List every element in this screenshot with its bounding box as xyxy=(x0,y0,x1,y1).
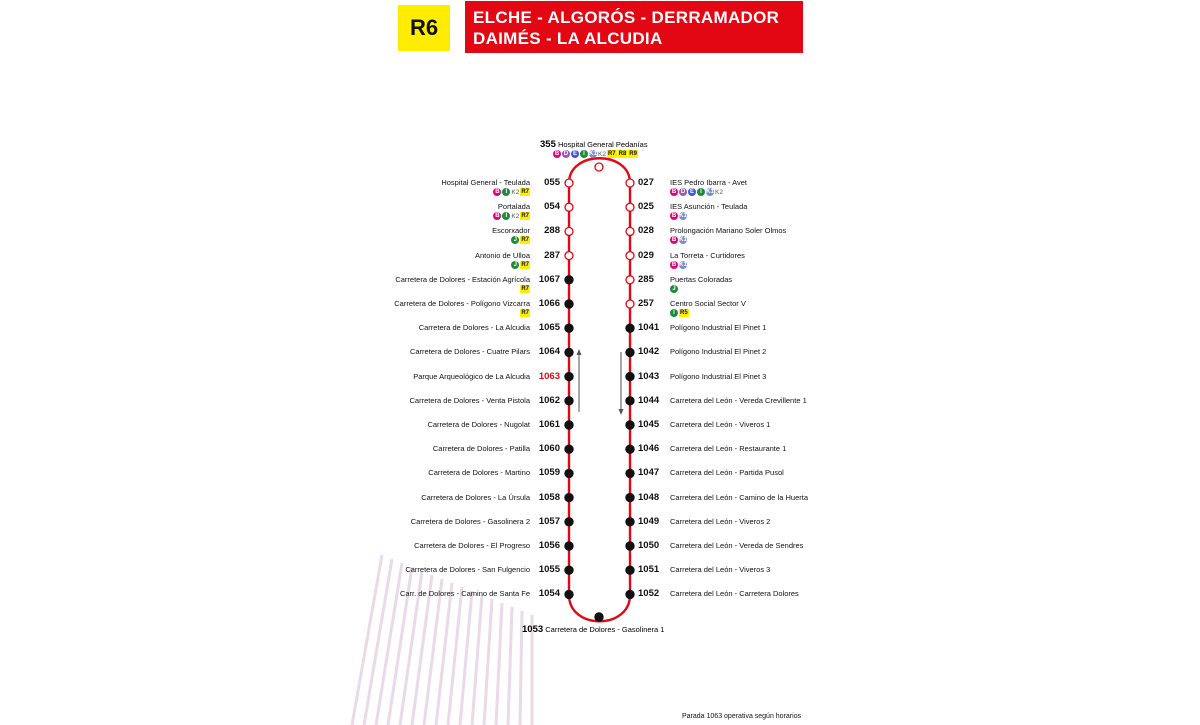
stop-lines xyxy=(520,309,530,317)
stop-dot xyxy=(626,445,634,453)
stop-number: 1067 xyxy=(538,273,560,285)
stop-dot xyxy=(626,566,634,574)
stop-dot xyxy=(626,542,634,550)
stop-number: 1056 xyxy=(538,540,560,551)
stop-name: Puertas Coloradas xyxy=(670,274,733,284)
stop-dot xyxy=(626,227,634,235)
stop-right[interactable] xyxy=(638,492,823,512)
stop-dot xyxy=(565,445,573,453)
stop-lines xyxy=(670,261,687,269)
top-stop-lines xyxy=(553,150,638,158)
stop-name: IES Asunción - Teulada xyxy=(670,202,748,212)
line-chip-r5: R5 xyxy=(680,310,688,316)
stop-number: 055 xyxy=(544,177,560,188)
stop-number: 1054 xyxy=(538,588,560,600)
line-chip-k1: K1 xyxy=(679,213,687,220)
stop-dot xyxy=(565,590,573,598)
stop-number: 1046 xyxy=(638,443,660,455)
stop-left[interactable] xyxy=(380,419,560,439)
stop-lines xyxy=(511,261,530,269)
stop-lines xyxy=(670,236,687,244)
stop-top[interactable] xyxy=(540,139,648,150)
stop-number: 288 xyxy=(544,225,560,237)
stop-number: 1062 xyxy=(538,394,560,406)
stop-number: 355 xyxy=(540,139,556,150)
up-arrow-head xyxy=(577,349,582,355)
stop-name: Polígono Industrial El Pinet 1 xyxy=(670,323,767,333)
stop-right[interactable] xyxy=(638,201,823,221)
stop-number: 1053 xyxy=(522,624,544,635)
route-badge: R6 xyxy=(398,5,450,51)
line-chip-b: B xyxy=(495,213,500,220)
stop-number: 1055 xyxy=(538,564,560,576)
stop-dot xyxy=(626,348,634,356)
stop-lines xyxy=(493,212,530,220)
line-chip-r7: R7 xyxy=(521,213,529,220)
stop-dot xyxy=(626,469,634,477)
stop-left[interactable] xyxy=(380,177,560,197)
stop-name: Carretera de Dolores - Estación Agrícola xyxy=(395,274,530,284)
stop-name: Polígono Industrial El Pinet 2 xyxy=(670,347,767,357)
line-chip-e: E xyxy=(572,151,577,157)
stop-name: Carretera de Dolores - Polígono Vizcarra xyxy=(394,299,530,308)
decorative-stripe xyxy=(472,595,482,725)
stop-number: 1064 xyxy=(538,346,560,358)
stop-lines xyxy=(511,236,530,244)
stop-name: Carretera del León - Viveros 3 xyxy=(670,565,771,575)
stop-name: Carretera del León - Carretera Dolores xyxy=(670,589,799,599)
stop-name: Prolongación Mariano Soler Olmos xyxy=(670,226,787,236)
stop-dot xyxy=(626,324,634,332)
line-chip-e: E xyxy=(689,189,694,195)
stop-left[interactable] xyxy=(380,540,560,560)
stop-name: Polígono Industrial El Pinet 3 xyxy=(670,371,767,381)
line-chip-r9: R9 xyxy=(629,151,637,157)
line-chip-r7: R7 xyxy=(521,261,529,268)
stop-left[interactable] xyxy=(380,564,560,584)
stop-lines xyxy=(493,188,530,196)
stop-name: Hospital General Pedanías xyxy=(557,140,648,149)
line-chip-b: B xyxy=(554,151,560,157)
stop-dot xyxy=(626,203,634,211)
stop-bottom[interactable] xyxy=(522,624,664,635)
stop-right[interactable] xyxy=(638,588,823,608)
stop-number: 1049 xyxy=(638,515,660,527)
stop-dot xyxy=(565,300,573,308)
stop-right[interactable] xyxy=(638,298,823,318)
stop-dot xyxy=(565,276,573,284)
stop-name: Carretera de Dolores - San Fulgencio xyxy=(405,565,530,575)
stop-number: 1066 xyxy=(538,298,560,309)
route-title-line1: ELCHE - ALGORÓS - DERRAMADOR xyxy=(473,8,780,27)
stop-number: 054 xyxy=(544,201,560,213)
line-chip-r7: R7 xyxy=(521,310,529,316)
stop-number: 1042 xyxy=(638,346,660,358)
line-chip-i: I xyxy=(670,309,678,317)
line-chip-r7: R7 xyxy=(521,189,529,195)
stop-left[interactable] xyxy=(380,516,560,536)
stop-right[interactable] xyxy=(638,395,823,415)
stop-name: Carretera del León - Viveros 2 xyxy=(670,516,771,526)
stop-right[interactable] xyxy=(638,516,823,536)
stop-number: 1044 xyxy=(638,394,660,406)
stop-right[interactable] xyxy=(638,274,823,294)
stop-right[interactable] xyxy=(638,540,823,560)
stop-number: 029 xyxy=(638,249,654,261)
stop-name: Carretera de Dolores - Nugolat xyxy=(427,420,530,429)
stop-dot xyxy=(565,203,573,211)
down-arrow-head xyxy=(619,409,624,415)
line-chip-k1: K1 xyxy=(679,237,687,244)
line-chip-b: B xyxy=(671,213,677,220)
decorative-stripe xyxy=(496,603,502,725)
line-chip-k2: K2 xyxy=(511,188,520,196)
stop-name: Carretera del León - Vereda de Sendres xyxy=(670,541,804,550)
stop-number: 287 xyxy=(544,249,560,261)
stop-dot xyxy=(565,179,573,187)
stop-left[interactable] xyxy=(380,225,560,245)
stop-right[interactable] xyxy=(638,371,823,391)
stop-number: 1058 xyxy=(538,491,560,503)
footnote: Parada 1063 operativa según horarios xyxy=(682,713,802,720)
stop-number: 027 xyxy=(638,177,654,188)
stop-left[interactable] xyxy=(380,250,560,270)
line-chip-r8: R8 xyxy=(618,151,627,157)
stop-name: Carretera de Dolores - Martino xyxy=(428,468,530,478)
stop-name: Parque Arqueológico de La Alcudia xyxy=(413,371,530,381)
stop-dot xyxy=(565,227,573,235)
stop-name: Carretera de Dolores - Venta Pistola xyxy=(409,395,530,405)
stop-dot xyxy=(565,348,573,356)
line-chip-b: B xyxy=(671,261,677,268)
stop-number: 1048 xyxy=(638,491,660,503)
stop-dot xyxy=(626,590,634,598)
stop-dot xyxy=(626,179,634,187)
stop-dot xyxy=(565,397,573,405)
stop-lines xyxy=(520,285,530,293)
line-chip-i: I xyxy=(502,188,510,196)
stop-name: Carretera de Dolores - Patilla xyxy=(432,444,530,454)
line-chip-i: I xyxy=(580,150,588,158)
stop-number: 1057 xyxy=(538,515,560,527)
stop-left[interactable] xyxy=(380,274,560,294)
stop-name: Carretera de Dolores - Gasolinera 1 xyxy=(545,625,665,634)
stop-number: 1041 xyxy=(638,322,660,334)
stop-right[interactable] xyxy=(638,419,823,439)
stop-left[interactable] xyxy=(380,395,560,415)
stop-dot xyxy=(565,518,573,526)
line-chip-r7: R7 xyxy=(521,237,529,244)
stop-name: Carretera de Dolores - La Úrsula xyxy=(421,492,530,502)
stop-number: 1045 xyxy=(638,419,660,430)
stop-name: Antonio de Ulloa xyxy=(474,250,530,260)
line-chip-k2: K2 xyxy=(598,150,606,158)
stop-number: 1059 xyxy=(538,467,560,479)
stop-right[interactable] xyxy=(638,564,823,584)
stop-left[interactable] xyxy=(380,346,560,366)
line-chip-b: B xyxy=(495,189,500,195)
stop-dot xyxy=(565,421,573,429)
stop-name: Carretera del León - Viveros 1 xyxy=(670,420,771,429)
stop-lines xyxy=(670,188,723,196)
decorative-stripe xyxy=(376,563,402,725)
stop-name: Carretera del León - Restaurante 1 xyxy=(670,444,787,454)
line-chip-r7: R7 xyxy=(607,151,616,157)
line-chip-k1: K1 xyxy=(589,151,597,157)
line-chip-j: J xyxy=(670,285,678,293)
stop-number: 1043 xyxy=(638,370,660,382)
line-chip-i: I xyxy=(697,188,705,196)
stop-number: 1050 xyxy=(638,540,660,551)
stop-name: Carretera de Dolores - Cuatre Pilars xyxy=(409,347,530,357)
stop-dot xyxy=(565,566,573,574)
stop-dot xyxy=(565,542,573,550)
stop-number: 1047 xyxy=(638,467,660,479)
stop-name: Carr. de Dolores - Camino de Santa Fe xyxy=(399,589,530,599)
stop-number: 1061 xyxy=(538,419,560,430)
stop-left[interactable] xyxy=(380,588,560,608)
line-chip-k1: K1 xyxy=(679,261,687,268)
stop-dot-bottom xyxy=(595,613,603,621)
stop-name: Carretera de Dolores - La Alcudia xyxy=(418,323,530,333)
stop-right[interactable] xyxy=(638,467,823,487)
stop-name: IES Pedro Ibarra - Avet xyxy=(670,178,747,187)
stop-right[interactable] xyxy=(638,322,823,342)
stop-right[interactable] xyxy=(638,177,823,197)
stop-dot xyxy=(626,276,634,284)
stop-name: Carretera de Dolores - El Progreso xyxy=(414,541,530,550)
line-chip-d: D xyxy=(680,189,686,195)
stop-number: 257 xyxy=(638,298,654,309)
stop-dot xyxy=(626,493,634,501)
stop-dot xyxy=(565,372,573,380)
decorative-stripe xyxy=(460,591,472,725)
stop-right[interactable] xyxy=(638,443,823,463)
line-chip-i: I xyxy=(502,212,510,220)
stop-lines xyxy=(670,285,678,293)
stop-name: Centro Social Sector V xyxy=(670,299,746,308)
stop-name: Hospital General - Teulada xyxy=(441,178,530,187)
stop-lines xyxy=(670,212,687,220)
line-chip-j: J xyxy=(511,236,519,244)
stop-dot xyxy=(626,252,634,260)
stop-dot xyxy=(565,469,573,477)
stop-name: Portalada xyxy=(497,202,530,212)
line-chip-b: B xyxy=(671,237,677,244)
line-chip-j: J xyxy=(511,261,519,269)
stop-dot xyxy=(565,493,573,501)
line-chip-k1: K1 xyxy=(706,189,714,195)
decorative-stripe xyxy=(508,607,512,725)
stop-right[interactable] xyxy=(638,346,823,366)
stop-dot xyxy=(626,300,634,308)
stop-dot xyxy=(626,372,634,380)
stop-name: Carretera del León - Vereda Crevillente 1 xyxy=(670,395,807,405)
stop-name: Carretera del León - Partida Pusol xyxy=(670,468,784,478)
stop-dot xyxy=(626,421,634,429)
stop-dot xyxy=(626,518,634,526)
stop-number: 285 xyxy=(638,273,654,285)
stop-left[interactable] xyxy=(380,467,560,487)
stop-dot-top xyxy=(595,163,603,171)
stop-left[interactable] xyxy=(380,201,560,221)
stop-dot xyxy=(565,324,573,332)
direction-arrows xyxy=(577,349,624,415)
stop-dot xyxy=(565,252,573,260)
stop-number: 1060 xyxy=(538,443,560,455)
line-chip-k2: K2 xyxy=(715,188,723,196)
stop-left[interactable] xyxy=(380,371,560,391)
stop-number: 025 xyxy=(638,201,654,213)
stop-name: La Torreta - Curtidores xyxy=(670,250,745,260)
stop-left[interactable] xyxy=(380,492,560,512)
decorative-stripe xyxy=(484,599,492,725)
stop-left[interactable] xyxy=(380,443,560,463)
line-chip-d: D xyxy=(563,151,569,157)
stop-number: 1052 xyxy=(638,588,660,600)
stop-left[interactable] xyxy=(380,322,560,342)
stop-number: 1065 xyxy=(538,322,560,334)
line-chip-b: B xyxy=(671,189,677,195)
stop-name: Carretera de Dolores - Gasolinera 2 xyxy=(410,516,530,526)
stop-number: 028 xyxy=(638,225,654,237)
stop-lines xyxy=(670,309,689,317)
stop-dot xyxy=(626,397,634,405)
stop-name: Escorxador xyxy=(492,226,530,236)
line-chip-r7: R7 xyxy=(521,285,529,292)
stop-number: 1063 xyxy=(538,370,560,382)
route-title-line2: DAIMÉS - LA ALCUDIA xyxy=(473,29,663,48)
stop-right[interactable] xyxy=(638,225,823,245)
stop-number: 1051 xyxy=(638,564,660,576)
stop-name: Carretera del León - Camino de la Huerta xyxy=(670,492,808,502)
stop-left[interactable] xyxy=(380,298,560,318)
stop-right[interactable] xyxy=(638,250,823,270)
line-chip-k2: K2 xyxy=(511,212,520,220)
